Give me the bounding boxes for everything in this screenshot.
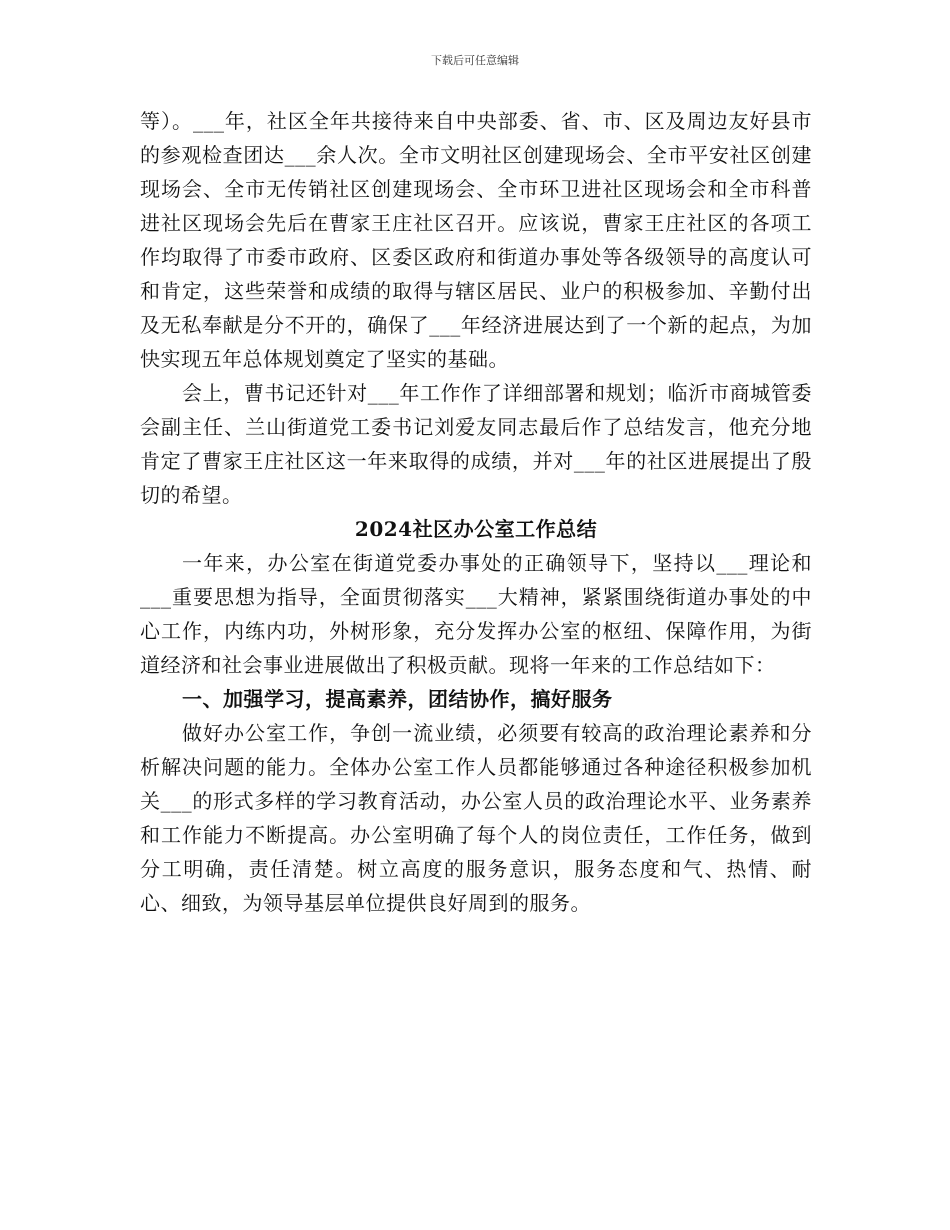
paragraph-meeting: 会上，曹书记还针对___年工作作了详细部署和规划；临沂市商城管委会副主任、兰山街道党工委书记刘爱友同志最后作了总结发言，他充分地肯定了曹家王庄社区这一年来取得的成绩，并对___年的社区进展提出了殷切的希望。	[140, 381, 812, 507]
paragraph-intro: 一年来，办公室在街道党委办事处的正确领导下，坚持以___理论和___重要思想为指导，全面贯彻落实___大精神，紧紧围绕街道办事处的中心工作，内练内功，外树形象，充分发挥办公室的枢纽、保障作用，为街道经济和社会事业进展做出了积极贡献。现将一年来的工作总结如下：	[140, 551, 812, 677]
section-heading-1: 一、加强学习，提高素养，团结协作，搞好服务	[182, 687, 613, 711]
paragraph-continuation: 等）。___年，社区全年共接待来自中央部委、省、市、区及周边友好县市的参观检查团达___余人次。全市文明社区创建现场会、全市平安社区创建现场会、全市无传销社区创建现场会、全市环卫进社区现场会和全市科普进社区现场会先后在曹家王庄社区召开。应该说，曹家王庄社区的各项工作均取得了市委市政府、区委区政府和街道办事处等各级领导的高度认可和肯定，这些荣誉和成绩的取得与辖区居民、业户的积极参加、辛勤付出及无私奉献是分不开的，确保了___年经济进展达到了一个新的起点，为加快实现五年总体规划奠定了坚实的基础。	[140, 109, 812, 371]
paragraph-section-1: 做好办公室工作，争创一流业绩，必须要有较高的政治理论素养和分析解决问题的能力。全体办公室工作人员都能够通过各种途径积极参加机关___的形式多样的学习教育活动，办公室人员的政治理论水平、业务素养和工作能力不断提高。办公室明确了每个人的岗位责任，工作任务，做到分工明确，责任清楚。树立高度的服务意识，服务态度和气、热情、耐心、细致，为领导基层单位提供良好周到的服务。	[140, 721, 812, 915]
document-body	[140, 104, 812, 920]
page-header: 下载后可任意编辑	[431, 54, 519, 67]
document-title: 2024社区办公室工作总结	[354, 517, 598, 541]
